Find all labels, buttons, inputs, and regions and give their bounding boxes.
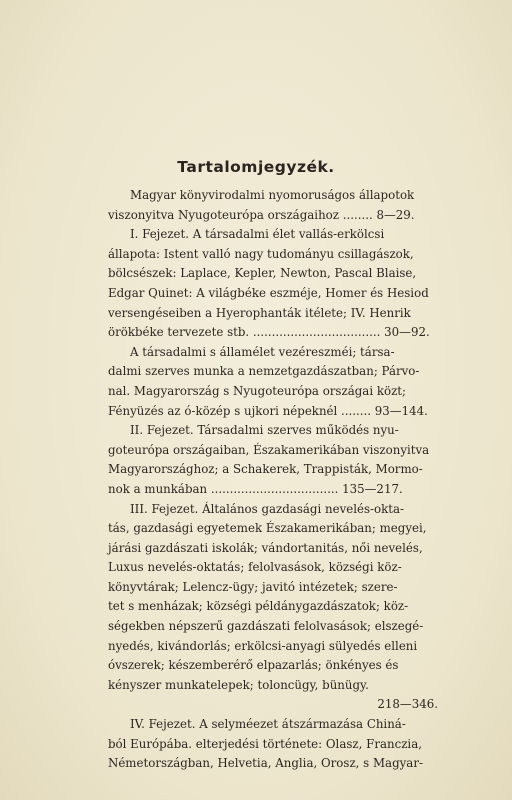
toc-line: könyvtárak; Lelencz-ügy; javitó intézetek; szere- [108,579,398,594]
toc-line: tet s menházak; községi példánygazdászatok; köz- [108,599,409,614]
page-title: Tartalomjegyzék. [177,158,335,176]
toc-line: ból Európába. elterjedési története: Olasz, Franczia, [108,736,422,751]
table-of-contents [108,186,438,774]
toc-line: tás, gazdasági egyetemek Északamerikában; megyei, [108,521,427,536]
toc-line: A társadalmi s államélet vezéreszméi; társa- [130,344,395,359]
toc-line: Edgar Quinet: A világbéke eszméje, Homer és Hesiod [108,285,429,300]
toc-line: viszonyitva Nyugoteurópa országaihoz ........ 8—29. [108,207,415,222]
toc-line: Luxus nevelés-oktatás; felolvasások, községi köz- [108,560,402,575]
toc-line: állapota: Istent valló nagy tudományu csillagászok, [108,246,414,261]
toc-line: I. Fejezet. A társadalmi élet vallás-erkölcsi [130,227,385,242]
toc-line: IV. Fejezet. A selyméezet átszármazása Chiná- [130,717,406,732]
toc-line-page-range: 218—346. [377,697,438,712]
toc-line: Magyarországhoz; a Schakerek, Trappisták, Mormo- [108,462,423,477]
toc-line: örökbéke tervezete stb. .................................. 30—92. [108,325,430,340]
toc-line: nyedés, kivándorlás; erkölcsi-anyagi sülyedés elleni [108,638,418,653]
toc-line: goteurópa országaiban, Északamerikában viszonyitva [108,442,430,457]
toc-line: Németországban, Helvetia, Anglia, Orosz, s Magyar- [108,756,423,771]
toc-line: Magyar könyvirodalmi nyomoruságos állapotok [130,188,415,202]
toc-line: dalmi szerves munka a nemzetgazdászatban; Párvo- [108,364,420,379]
toc-line: ségekben népszerű gazdászati felolvasások; elszegé- [108,619,424,634]
toc-line: bölcsészek: Laplace, Kepler, Newton, Pascal Blaise, [108,266,417,281]
toc-line: kényszer munkatelepek; toloncügy, bünügy. [108,677,369,692]
toc-line: II. Fejezet. Társadalmi szerves működés nyu- [130,423,399,438]
toc-line: Fényüzés az ó-közép s ujkori népeknél ........ 93—144. [108,403,428,418]
toc-line: nok a munkában .................................. 135—217. [108,481,403,496]
toc-line: óvszerek; készemberérő elpazarlás; önkényes és [108,658,399,673]
toc-line: járási gazdászati iskolák; vándortanitás, női nevelés, [108,540,423,555]
toc-line: III. Fejezet. Általános gazdasági nevelés-okta- [130,501,405,516]
toc-line: nal. Magyarország s Nyugoteurópa országai közt; [108,383,407,398]
toc-line: versengéseiben a Hyerophanták itélete; IV. Henrik [108,305,411,320]
